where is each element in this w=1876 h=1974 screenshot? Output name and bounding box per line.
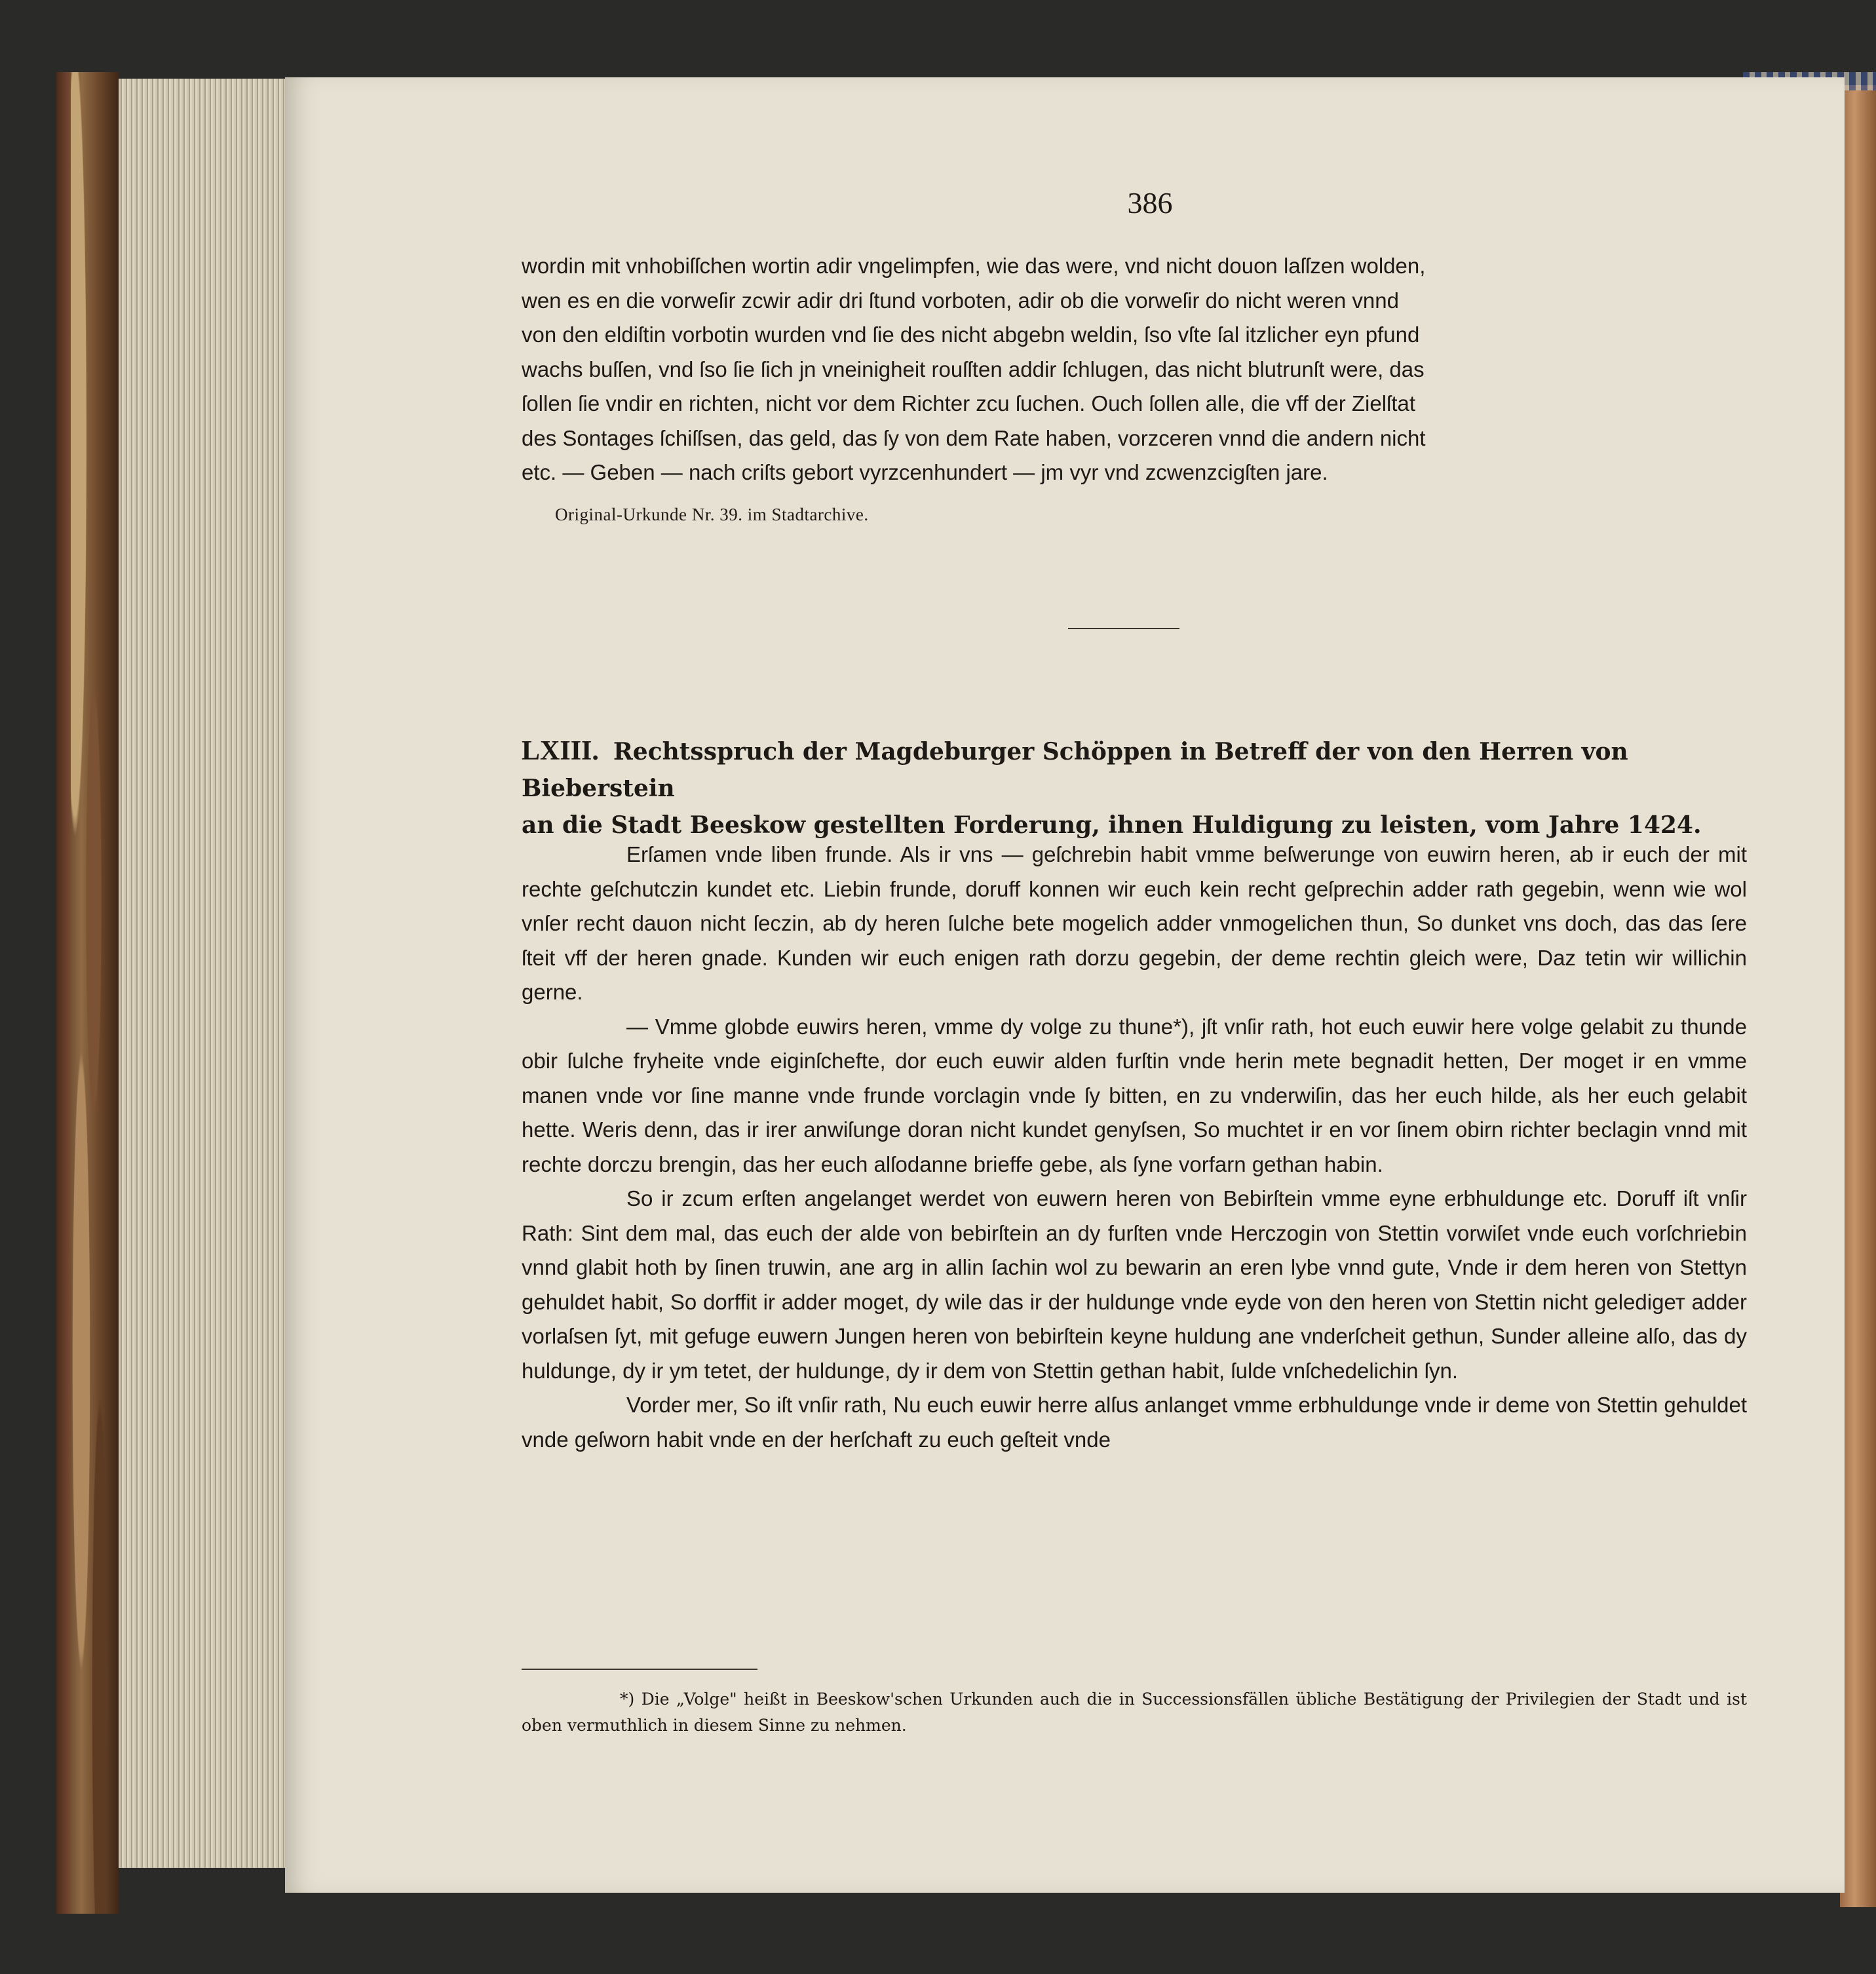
paragraph: Vorder mer, So iſt vnſir rath, Nu euch euwir herre alſus anlanget vmme erbhuldunge vnde ir deme von Stettin gehuldet vnde geſworn habit vnde en der herſchaft zu euch geſteit vnde xyxy=(522,1393,1747,1452)
text-line: des Sontages ſchiſſsen, das geld, das ſy von dem Rate haben, vorzceren vnnd die andern nicht xyxy=(522,425,1426,450)
source-note: Original-Urkunde Nr. 39. im Stadtarchive. xyxy=(555,505,869,524)
book-page xyxy=(285,77,1845,1893)
section-divider xyxy=(1068,628,1179,629)
book-right-edge xyxy=(1840,85,1876,1907)
continuation-text xyxy=(522,249,1747,490)
heading-number: LXIII. xyxy=(522,736,599,766)
page-number: 386 xyxy=(1127,186,1173,220)
text-line: wen es en die vorweſir zcwir adir dri ſtund vorboten, adir ob die vorweſir do nicht weren vnnd xyxy=(522,288,1399,313)
text-line: wachs buſſen, vnd ſso ſie ſich jn vneinigheit rouſſten addir ſchlugen, das nicht blutrunſt were, das xyxy=(522,357,1425,381)
heading-line-2: an die Stadt Beeskow gestellten Forderung, ihnen Huldigung zu leisten, vom Jahre 1424. xyxy=(522,811,1702,839)
paragraph: So ir zcum erſten angelanget werdet von euwern heren von Bebirſtein vmme eyne erbhuldunge etc. Doruff iſt vnſir Rath: Sint dem mal, das euch der alde von bebirſtein an dy furſten vnde Herczogin von Stettin vorwiſet vnde euch vorſchriebin vnnd glabit hoth by ſinen truwin, ane arg in allin ſachin wol zu bewarin an eren lybe vnnd gute, Vnde ir dem heren von Stettyn gehuldet habit, So dorffit ir adder moget, dy wile das ir der huldunge vnde eyde von den heren von Stettin nicht geledigет adder vorlaſsen ſyt, mit gefuge euwern Jungen heren von bebirſtein keyne huldung ane vnderſcheit gethun, Sunder alleine alſo, das dy huldunge, dy ir ym tetet, der huldunge, dy ir dem von Stettin gethan habit, ſulde vnſchedelichin ſyn. xyxy=(522,1186,1747,1383)
text-line: etc. — Geben — nach criſts gebort vyrzcenhundert — jm vyr vnd zcwenzcigſten jare. xyxy=(522,460,1328,484)
heading-text-1: Rechtsspruch der Magdeburger Schöppen in Betreff der von den Herren von Bieberstein xyxy=(522,738,1628,802)
text-line: von den eldiſtin vorbotin wurden vnd ſie des nicht abgebn weldin, ſso vſte ſal itzlicher eyn pfund xyxy=(522,322,1420,347)
body-text xyxy=(522,838,1747,1457)
footnote xyxy=(522,1686,1747,1739)
document-heading xyxy=(522,733,1747,843)
heading-line-1 xyxy=(522,733,1747,807)
footnote-divider xyxy=(522,1669,757,1670)
footnote-mark: *) xyxy=(620,1690,635,1709)
paragraph: Erſamen vnde liben frunde. Als ir vns — geſchrebin habit vmme beſwerunge von euwirn heren, ab ir euch der mit rechte geſchutczin kundet etc. Liebin frunde, doruff konnen wir euch kein recht geſprechin adder rath gegebin, wenn wie wol vnſer recht dauon nicht ſeczin, ab dy heren ſulche bete mogelich adder vnmogelichen thun, So dunket vns doch, das das ſere ſteit vff der heren gnade. Kunden wir euch enigen rath dorzu gegebin, der deme rechtin gleich were, Daz tetin wir willichin gerne. xyxy=(522,842,1747,1004)
text-line: ſollen ſie vndir en richten, nicht vor dem Richter zcu ſuchen. Ouch ſollen alle, die vff der Zielſtat xyxy=(522,391,1416,416)
page-stack-edge xyxy=(119,79,289,1868)
book-spine-cloth xyxy=(56,72,71,1914)
paragraph: — Vmme globde euwirs heren, vmme dy volge zu thune*), jſt vnſir rath, hot euch euwir here volge gelabit zu thunde obir ſulche fryheite vnde eiginſchefte, dor euch euwir alden furſtin vnde herin mete begnadit hetten, Der moget ir en vmme manen vnde vor ſine manne vnde frunde vorclagin vnde ſy bitten, en zu vnderwiſin, das her euch hilde, als her euch gelabit hette. Weris denn, das ir irer anwiſunge doran nicht kundet genyſsen, So muchtet ir en vor ſinem obirn richter beclagin vnnd mit rechte dorczu brengin, das her euch alſodanne brieffe gebe, als ſyne vorfarn gethan habin. xyxy=(522,1014,1747,1176)
text-line: wordin mit vnhobiſſchen wortin adir vngelimpfen, wie das were, vnd nicht douon laſſzen wolden, xyxy=(522,254,1426,278)
footnote-text: Die „Volge" heißt in Beeskow'schen Urkunden auch die in Successionsfällen übliche Bestätigung der Privilegien der Stadt und ist oben vermuthlich in diesem Sinne zu nehmen. xyxy=(522,1690,1748,1735)
